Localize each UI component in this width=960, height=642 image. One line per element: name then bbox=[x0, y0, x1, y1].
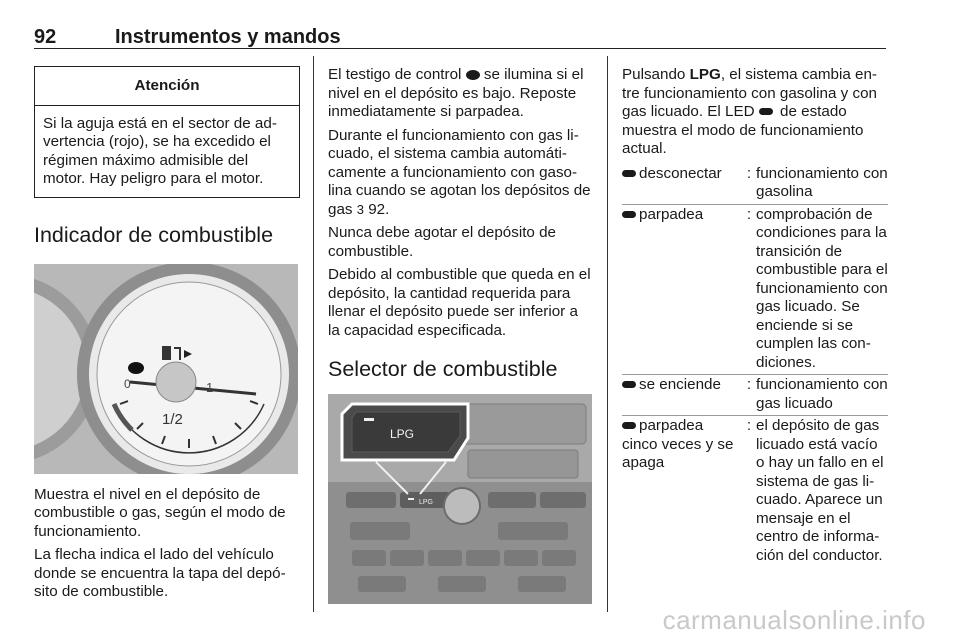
led-state-description: funcionamiento con gas licuado bbox=[756, 376, 888, 412]
list-item bbox=[622, 164, 888, 205]
warning-light-paragraph bbox=[328, 66, 592, 122]
separator: : bbox=[746, 205, 752, 223]
led-flashing-icon bbox=[622, 211, 636, 218]
fuel-warning-light-icon bbox=[466, 70, 480, 80]
led-state-description: el depósito de gas licuado está vacío o hay un fallo en el sistema de gas licuado. Aparece un mensaje en el centro de información del conductor. bbox=[756, 417, 884, 564]
fuel-gauge-paragraph: La flecha indica el lado del vehículo donde se encuentra la tapa del depósito de combustible. bbox=[34, 546, 286, 600]
led-state-description: funcionamiento con gasolina bbox=[756, 164, 888, 200]
residual-fuel-paragraph: Debido al combustible que queda en el depósito, la cantidad requerida para llenar el depósito puede ser inferior a la capacidad especificada. bbox=[328, 266, 591, 339]
attention-box bbox=[34, 66, 300, 198]
gauge-label-zero: 0 bbox=[124, 376, 131, 391]
text-run: parpadea bbox=[639, 205, 704, 223]
list-item bbox=[622, 205, 888, 376]
text-run: 92. bbox=[368, 200, 390, 218]
attention-title: Atención bbox=[35, 67, 299, 106]
lpg-button-small-label: LPG bbox=[419, 499, 434, 506]
page-header bbox=[34, 16, 886, 49]
text-run: de estado muestra el modo de funcionamiento actual. bbox=[622, 103, 864, 157]
fuel-selector-figure bbox=[328, 394, 592, 604]
status-led-icon bbox=[759, 108, 773, 115]
led-flash-five-icon bbox=[622, 422, 636, 429]
led-on-icon bbox=[622, 381, 636, 388]
text-run: se ilumina si el nivel en el depósito es bajo. Reposte inmediatamente si parpadea. bbox=[328, 66, 584, 120]
gauge-label-one: 1 bbox=[206, 379, 214, 395]
text-run: desconectar bbox=[639, 164, 722, 182]
led-status-list bbox=[622, 164, 888, 568]
separator: : bbox=[746, 164, 752, 182]
led-state-term bbox=[622, 165, 742, 202]
led-state-term bbox=[622, 417, 742, 565]
led-state-term bbox=[622, 376, 742, 413]
led-off-icon bbox=[622, 170, 636, 177]
led-state-description: comprobación de condiciones para la transición de combustible para el funcionamiento con gas licuado. Se enciende si se cumplen las condiciones. bbox=[756, 205, 888, 371]
separator: : bbox=[746, 417, 752, 434]
led-state-term bbox=[622, 206, 742, 373]
attention-body: Si la aguja está en el sector de advertencia (rojo), se ha excedido el régimen máximo admisible del motor. Hay peligro para el motor. bbox=[43, 114, 277, 187]
column-divider bbox=[607, 56, 608, 612]
page-reference-icon: 3 bbox=[356, 201, 364, 217]
column-left bbox=[34, 66, 300, 607]
separator: : bbox=[746, 376, 752, 393]
list-item bbox=[622, 375, 888, 416]
page-number: 92 bbox=[34, 26, 57, 48]
page-title: Instrumentos y mandos bbox=[115, 26, 341, 48]
list-item bbox=[622, 416, 888, 567]
text-run: Durante el funcionamiento con gas licuado, el sistema cambia automáticamente a funcionamiento con gasolina cuando se agotan los depósitos de gas bbox=[328, 126, 591, 218]
text-run: El testigo de control bbox=[328, 66, 462, 83]
text-run: Pulsando bbox=[622, 66, 686, 83]
lpg-intro-paragraph bbox=[622, 66, 888, 159]
text-run: parpadea cinco veces y se apaga bbox=[622, 417, 734, 471]
never-empty-paragraph: Nunca debe agotar el depósito de combustible. bbox=[328, 224, 556, 260]
watermark: carmanualsonline.info bbox=[662, 605, 926, 635]
fuel-gauge-figure bbox=[34, 264, 298, 474]
text-run: se enciende bbox=[639, 376, 721, 393]
fuel-gauge-heading: Indicador de combustible bbox=[34, 222, 274, 247]
lpg-button-zoom-label: LPG bbox=[390, 427, 415, 441]
column-middle bbox=[328, 66, 592, 604]
text-run: , el sistema cambia entre funcionamiento con gasolina y con gas licuado. El LED bbox=[622, 66, 877, 120]
fuel-selector-heading: Selector de combustible bbox=[328, 357, 558, 381]
gauge-label-half: 1/2 bbox=[162, 410, 183, 428]
fuel-gauge-paragraph: Muestra el nivel en el depósito de combustible o gas, según el modo de funcionamiento. bbox=[34, 485, 286, 540]
column-divider bbox=[313, 56, 314, 612]
column-right bbox=[622, 66, 888, 567]
lpg-keyword: LPG bbox=[689, 66, 721, 83]
lpg-auto-switch-paragraph bbox=[328, 127, 592, 220]
